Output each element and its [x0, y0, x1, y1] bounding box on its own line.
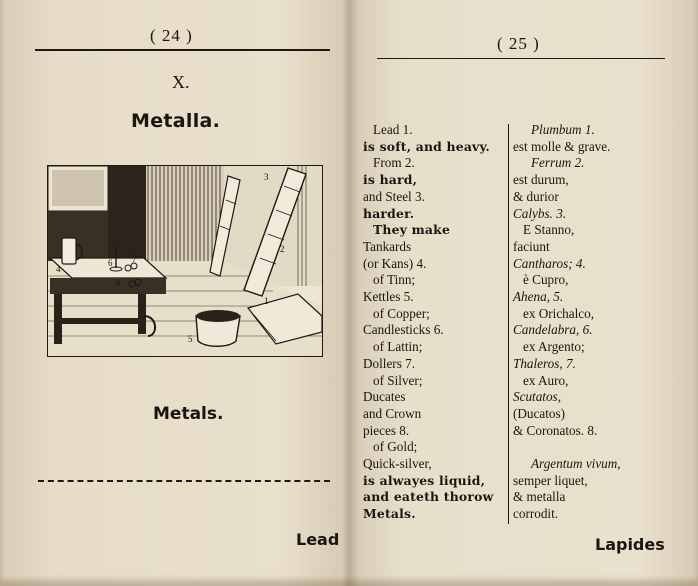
figure-number: 1: [264, 296, 269, 306]
english-line: harder.: [363, 205, 415, 221]
english-line: Kettles 5.: [363, 289, 414, 305]
left-page: [0, 0, 345, 580]
footer-rule-left: [38, 480, 330, 482]
english-line: Quick-silver,: [363, 456, 432, 472]
page-number-left: ( 24 ): [150, 26, 193, 45]
english-line: is hard,: [363, 172, 418, 188]
latin-line: & metalla: [513, 489, 566, 505]
figure-number: 4: [56, 264, 61, 274]
english-line: and eateth thorow: [363, 489, 494, 505]
latin-line: (Ducatos): [513, 405, 565, 421]
latin-line: ex Auro,: [523, 372, 569, 388]
latin-line: & Coronatos. 8.: [513, 422, 598, 438]
english-line: of Tinn;: [373, 272, 416, 288]
latin-line: corrodit.: [513, 506, 559, 522]
english-line: From 2.: [373, 155, 415, 171]
woodcut-illustration: [47, 165, 323, 357]
english-line: of Gold;: [373, 439, 418, 455]
latin-line: semper liquet,: [513, 472, 588, 488]
figure-number: 6: [108, 258, 113, 268]
latin-line: Scutatos,: [513, 389, 561, 405]
english-line: They make: [373, 222, 451, 238]
english-line: Ducates: [363, 389, 406, 405]
english-line: Candlesticks 6.: [363, 322, 444, 338]
figure-number: 3: [264, 172, 269, 182]
latin-line: ex Orichalco,: [523, 305, 595, 321]
latin-line: est molle & grave.: [513, 138, 611, 154]
english-line: is soft, and heavy.: [363, 138, 490, 154]
header-rule-right: [377, 58, 665, 59]
chapter-title: Metalla.: [131, 110, 221, 132]
figure-number: 2: [280, 244, 285, 254]
english-line: (or Kans) 4.: [363, 255, 427, 271]
right-page: [345, 0, 690, 580]
latin-line: [513, 439, 678, 456]
page-number-right: ( 25 ): [497, 34, 540, 53]
catchword-left: Lead: [296, 530, 340, 549]
latin-line: Ferrum 2.: [531, 155, 585, 171]
chapter-number: X.: [172, 72, 190, 92]
latin-line: E Stanno,: [523, 222, 575, 238]
english-line: of Silver;: [373, 372, 423, 388]
english-line: and Crown: [363, 405, 422, 421]
english-text-column: [363, 122, 513, 523]
figure-number: 8: [116, 278, 121, 288]
latin-line: Argentum vivum,: [531, 456, 621, 472]
figure-number: 5: [188, 334, 193, 344]
latin-text-column: [513, 122, 678, 523]
english-line: is alwayes liquid,: [363, 472, 486, 488]
english-line: Dollers 7.: [363, 355, 416, 371]
english-line: and Steel 3.: [363, 188, 425, 204]
latin-line: Cantharos; 4.: [513, 255, 586, 271]
catchword-right: Lapides: [595, 535, 665, 554]
english-line: Metals.: [363, 506, 416, 522]
latin-line: Thaleros, 7.: [513, 355, 576, 371]
latin-line: faciunt: [513, 238, 550, 254]
english-line: Lead 1.: [373, 122, 413, 137]
latin-line: Calybs. 3.: [513, 205, 567, 221]
english-line: pieces 8.: [363, 422, 410, 438]
latin-line: est durum,: [513, 172, 569, 188]
latin-line: ex Argento;: [523, 339, 585, 355]
latin-line: Ahena, 5.: [513, 289, 564, 305]
figure-number: 7: [132, 254, 137, 264]
english-line: of Lattin;: [373, 339, 423, 355]
woodcut-drawing: [48, 166, 322, 356]
figure-caption: Metals.: [153, 404, 224, 424]
latin-line: è Cupro,: [523, 272, 569, 288]
english-line: of Copper;: [373, 305, 430, 321]
latin-line: Plumbum 1.: [531, 122, 595, 137]
latin-line: & durior: [513, 188, 559, 204]
header-rule-left: [35, 49, 330, 51]
english-line: Tankards: [363, 238, 412, 254]
column-divider: [508, 124, 509, 524]
latin-line: Candelabra, 6.: [513, 322, 593, 338]
